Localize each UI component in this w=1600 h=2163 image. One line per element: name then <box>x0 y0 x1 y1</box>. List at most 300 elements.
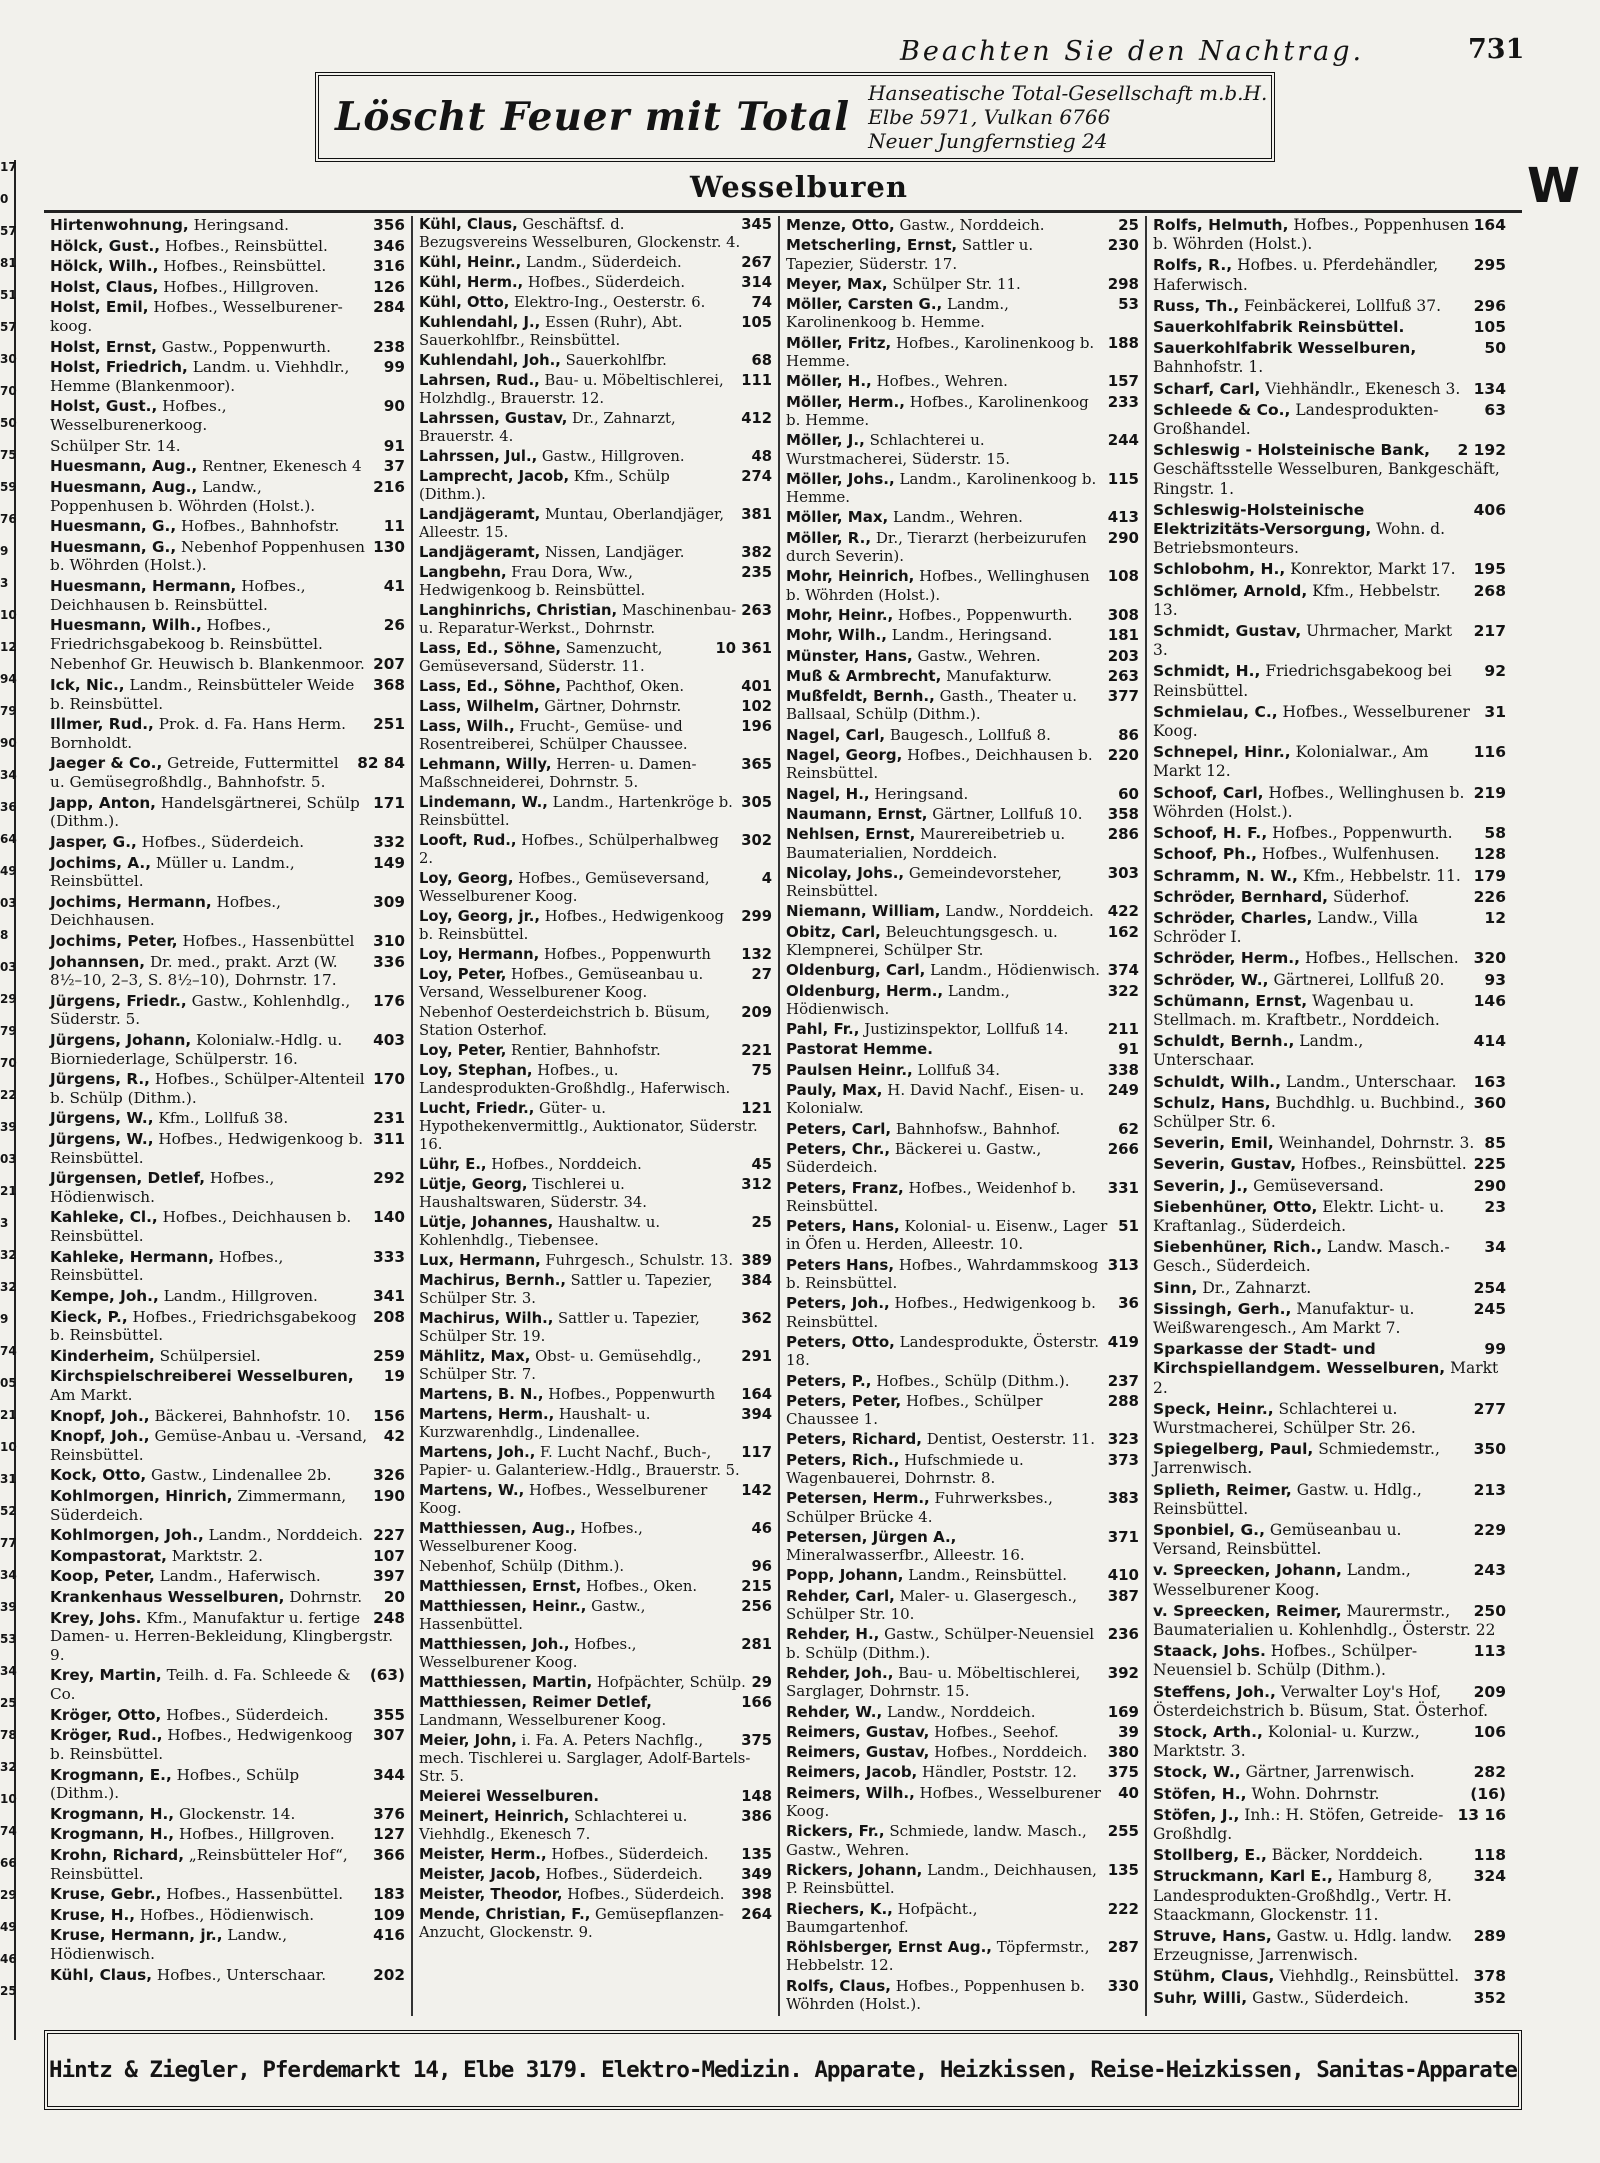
entry-details: Beleuchtungsgesch. u. Klempnerei, Schülper Str. <box>786 922 1058 959</box>
entry-details: Frucht-, Gemüse- und Rosentreiberei, Schülper Chaussee. <box>419 718 688 753</box>
entry-name: Möller, J., <box>786 431 865 450</box>
entry-details: Hofbes., Friedrichsgabekoog b. Reinsbüttel. <box>50 616 323 653</box>
phone-number: 50 <box>1484 339 1506 358</box>
phone-number: 376 <box>373 1804 405 1823</box>
margin-fragment: 49 <box>0 1920 17 1934</box>
entry-details: Landm., Hartenkröge b. Reinsbüttel. <box>419 794 733 829</box>
entry-name: Looft, Rud., <box>419 832 517 849</box>
directory-entry <box>1153 318 1506 337</box>
phone-number: 350 <box>1473 1440 1506 1459</box>
entry-details: Kfm., Lollfuß 38. <box>158 1109 289 1128</box>
entry-details: Konrektor, Markt 17. <box>1290 560 1456 579</box>
entry-name: Kohlmorgen, Joh., <box>50 1526 204 1545</box>
entry-details: Nebenhof Oesterdeichstrich b. Büsum, Station Osterhof. <box>419 1004 711 1039</box>
directory-entry <box>50 1526 405 1545</box>
phone-number: 148 <box>741 1788 772 1805</box>
entry-name: Schmidt, Gustav, <box>1153 622 1302 641</box>
entry-details: Hofbes., Hödienwisch. <box>50 1169 275 1206</box>
phone-number: 113 <box>1473 1642 1506 1661</box>
phone-number: 142 <box>741 1482 772 1499</box>
phone-number: 74 <box>751 294 772 311</box>
entry-details: Viehhändlr., Ekenesch 3. <box>1265 379 1461 398</box>
entry-details: Muntau, Oberlandjäger, Alleestr. 15. <box>419 506 725 541</box>
directory-entry <box>419 1272 772 1308</box>
phone-number: 171 <box>373 793 405 812</box>
phone-number: 392 <box>1107 1663 1139 1682</box>
entry-details: Manufaktur- u. Weißwarengesch., Am Markt 7. <box>1153 1299 1415 1337</box>
entry-name: Sissingh, Gerh., <box>1153 1299 1292 1318</box>
directory-entry <box>50 1427 405 1464</box>
directory-entry <box>786 961 1139 979</box>
directory-entry <box>1153 380 1506 399</box>
phone-number: 264 <box>741 1906 772 1923</box>
entry-name: Martens, Joh., <box>419 1444 536 1461</box>
entry-name: Lass, Wilh., <box>419 718 515 735</box>
phone-number: 314 <box>741 274 772 291</box>
phone-number: 25 <box>751 1214 772 1231</box>
directory-entry <box>50 457 405 476</box>
entry-name: Peters, Joh., <box>786 1294 890 1313</box>
entry-details: Landm., Haferwisch. <box>159 1567 321 1586</box>
phone-number: 287 <box>1107 1938 1139 1957</box>
entry-name: Nehlsen, Ernst, <box>786 825 916 844</box>
phone-number: 217 <box>1473 622 1506 641</box>
phone-number: 220 <box>1107 746 1139 765</box>
entry-name: Jürgens, W., <box>50 1109 154 1128</box>
phone-number: 406 <box>1473 500 1506 519</box>
directory-entry <box>1153 784 1506 822</box>
entry-name: Peters, Rich., <box>786 1450 900 1469</box>
entry-name: Kühl, Heinr., <box>419 254 522 271</box>
directory-entry <box>786 1140 1139 1177</box>
entry-name: Krankenhaus Wesselburen, <box>50 1588 285 1607</box>
directory-entry <box>419 908 772 944</box>
entry-name: Hölck, Wilh., <box>50 257 159 276</box>
entry-name: Severin, Gustav, <box>1153 1155 1297 1174</box>
phone-number: 344 <box>373 1765 405 1784</box>
entry-name: Menze, Otto, <box>786 216 895 234</box>
phone-number: 323 <box>1107 1430 1139 1449</box>
phone-number: 23 <box>1484 1197 1506 1216</box>
entry-name: Struckmann, Karl E., <box>1153 1867 1333 1886</box>
directory-entry <box>1153 1073 1506 1092</box>
margin-fragment: 57 <box>0 224 17 238</box>
directory-entry <box>50 1885 405 1904</box>
entry-details: Hofbes., Wellinghusen b. Wöhrden (Holst.). <box>786 567 1090 604</box>
entry-details: Hofpächt., Baumgartenhof. <box>786 1899 978 1936</box>
entry-name: Schoof, H. F., <box>1153 824 1268 843</box>
entry-name: Kirchspielschreiberei Wesselburen, <box>50 1367 354 1386</box>
entry-name: Oldenburg, Herm., <box>786 981 944 1000</box>
entry-name: Möller, Max, <box>786 508 889 527</box>
entry-name: Kompastorat, <box>50 1546 167 1565</box>
entry-details: Glockenstr. 14. <box>178 1804 296 1823</box>
top-ad-company: Hanseatische Total-Gesellschaft m.b.H. <box>868 81 1268 105</box>
entry-name: Schümann, Ernst, <box>1153 991 1308 1010</box>
phone-number: 371 <box>1107 1527 1139 1546</box>
phone-number: 41 <box>383 576 405 595</box>
entry-name: Niemann, William, <box>786 902 941 921</box>
entry-details: Landm., Karolinenkoog b. Hemme. <box>786 295 1009 332</box>
directory-entry <box>1153 441 1506 499</box>
entry-name: Möller, H., <box>786 372 872 391</box>
directory-entry <box>1153 1340 1506 1398</box>
directory-entry <box>1153 1683 1506 1721</box>
directory-entry <box>1153 867 1506 886</box>
entry-name: Schröder, Bernhard, <box>1153 887 1329 906</box>
entry-name: Rehder, W., <box>786 1702 883 1721</box>
entry-name: Meister, Jacob, <box>419 1866 541 1883</box>
margin-fragment: 10 <box>0 1440 17 1454</box>
entry-details: Hofbes., Gemüseanbau u. Versand, Wesselburener Koog. <box>419 966 704 1001</box>
margin-fragment: 49 <box>0 864 17 878</box>
entry-name: Krogmann, E., <box>50 1765 172 1784</box>
entry-details: Hofbes., Süderdeich. <box>567 1886 725 1903</box>
directory-entry <box>419 1004 772 1040</box>
page-number: 731 <box>1468 34 1525 65</box>
phone-number: 255 <box>1107 1822 1139 1841</box>
phone-number: 375 <box>741 1732 772 1749</box>
entry-name: Schuldt, Bernh., <box>1153 1032 1295 1051</box>
directory-entry <box>50 833 405 852</box>
entry-name: Lucht, Friedr., <box>419 1100 535 1117</box>
entry-name: Stühm, Claus, <box>1153 1967 1275 1986</box>
entry-name: Schleswig - Holsteinische Bank, <box>1153 441 1430 460</box>
phone-number: 386 <box>741 1808 772 1825</box>
phone-number: 37 <box>383 457 405 476</box>
directory-entry <box>1153 703 1506 741</box>
directory-entry <box>786 726 1139 744</box>
entry-name: Rolfs, Helmuth, <box>1153 216 1289 234</box>
directory-entry <box>50 655 405 674</box>
entry-details: Haushaltw. u. Kohlenhdlg., Tiebensee. <box>419 1214 661 1249</box>
entry-details: Hofbes., Poppenwurth. <box>898 605 1073 624</box>
directory-entry <box>419 352 772 370</box>
phone-number: 195 <box>1473 560 1506 579</box>
entry-name: Jürgens, R., <box>50 1070 150 1089</box>
directory-entry <box>419 314 772 350</box>
entry-details: Gasth., Theater u. Ballsaal, Schülp (Dithm.). <box>786 687 1077 724</box>
directory-entry <box>786 1664 1139 1701</box>
directory-entry <box>419 1674 772 1692</box>
entry-name: Jürgensen, Detlef, <box>50 1169 206 1188</box>
margin-fragment: 0 <box>0 192 9 206</box>
phone-number: 263 <box>1107 666 1139 685</box>
phone-number: 86 <box>1118 725 1139 744</box>
phone-number: 237 <box>1107 1371 1139 1390</box>
entry-name: Stock, Arth., <box>1153 1723 1263 1742</box>
directory-entry <box>50 1367 405 1404</box>
entry-name: Sauerkohlfabrik Wesselburen, <box>1153 339 1417 358</box>
phone-number: 380 <box>1107 1743 1139 1762</box>
entry-details: Kolonial- u. Eisenw., Lager in Öfen u. Herden, Alleestr. 10. <box>786 1217 1108 1254</box>
phone-number: 307 <box>373 1726 405 1745</box>
directory-entry <box>50 1567 405 1586</box>
entry-details: Gastw. u. Hdlg., Reinsbüttel. <box>1153 1480 1422 1518</box>
directory-entry <box>419 602 772 638</box>
margin-fragment: 90 <box>0 736 17 750</box>
entry-details: Gastw., Kohlenhdlg., Süderstr. 5. <box>50 991 351 1029</box>
phone-number: 31 <box>1484 702 1506 721</box>
entry-details: Inh.: H. Stöfen, Getreide-Großhdlg. <box>1153 1805 1444 1844</box>
entry-details: Hofpächter, Schülp. <box>596 1674 746 1691</box>
entry-name: Schröder, Herm., <box>1153 949 1300 968</box>
entry-name: Peters, Franz, <box>786 1178 904 1197</box>
entry-name: Meierei Wesselburen. <box>419 1788 600 1805</box>
entry-details: Gastw., Schülper-Neuensiel b. Schülp (Dithm.). <box>786 1625 1095 1662</box>
phone-number: 19 <box>383 1367 405 1386</box>
entry-name: Huesmann, G., <box>50 517 177 536</box>
entry-name: Peters, Carl, <box>786 1119 892 1138</box>
phone-number: 106 <box>1473 1723 1506 1742</box>
directory-entry <box>419 294 772 312</box>
entry-name: Reimers, Jacob, <box>786 1763 918 1782</box>
entry-details: Heringsand. <box>874 784 969 803</box>
phone-number: 108 <box>1107 567 1139 586</box>
entry-details: Hofbes., Poppenwurth. <box>1272 824 1453 843</box>
directory-entry <box>50 1666 405 1703</box>
entry-details: Maurereibetrieb u. Baumaterialien, Norddeich. <box>786 825 1066 862</box>
entry-name: Speck, Heinr., <box>1153 1399 1274 1418</box>
phone-number: 181 <box>1107 626 1139 645</box>
entry-details: Landm. u. Viehhdlr., Hemme (Blankenmoor). <box>50 358 350 395</box>
entry-details: Dr., Zahnarzt, Brauerstr. 4. <box>419 410 676 445</box>
entry-details: Kfm., Hebbelstr. 11. <box>1302 866 1461 885</box>
directory-entry <box>50 437 405 456</box>
entry-name: Hirtenwohnung, <box>50 216 189 234</box>
entry-name: Obitz, Carl, <box>786 922 881 941</box>
entry-details: Hofbes., Hassenbüttel <box>182 931 355 950</box>
entry-name: Jochims, Hermann, <box>50 892 212 911</box>
phone-number: 345 <box>741 216 772 233</box>
phone-number: 244 <box>1107 431 1139 450</box>
entry-name: Stöfen, J., <box>1153 1805 1240 1824</box>
phone-number: 135 <box>1107 1860 1139 1879</box>
entry-details: Dr., Tierarzt (herbeizurufen durch Severin). <box>786 528 1087 566</box>
entry-details: Friedrichsgabekoog bei Reinsbüttel. <box>1153 662 1452 700</box>
entry-details: Hofbes., Weidenhof b. Reinsbüttel. <box>786 1178 1076 1215</box>
entry-details: Elektr. Licht- u. Kraftanlag., Süderdeich. <box>1153 1197 1445 1235</box>
margin-fragment: 3 <box>0 576 9 590</box>
entry-details: Kfm., Manufaktur u. fertige Damen- u. Herren-Bekleidung, Klingbergstr. 9. <box>50 1608 394 1664</box>
directory-entry <box>786 1763 1139 1781</box>
entry-details: Schlachterei u. Wurstmacherei, Süderstr. 15. <box>786 431 1011 468</box>
phone-number: 333 <box>373 1247 405 1266</box>
entry-name: Matthiessen, Aug., <box>419 1520 576 1537</box>
entry-details: Essen (Ruhr), Abt. Sauerkohlfbr., Reinsbüttel. <box>419 314 683 349</box>
entry-name: Huesmann, Hermann, <box>50 576 237 595</box>
phone-number: 53 <box>1118 295 1139 314</box>
phone-number: 183 <box>373 1885 405 1904</box>
entry-name: Kahleke, Hermann, <box>50 1247 215 1266</box>
phone-number: 226 <box>1473 887 1506 906</box>
entry-name: Röhlsberger, Ernst Aug., <box>786 1938 993 1957</box>
entry-name: Landjägeramt, <box>419 506 541 523</box>
phone-number: 310 <box>373 931 405 950</box>
entry-details: Gemüse-Anbau u. -Versand, Reinsbüttel. <box>50 1427 368 1464</box>
directory-entry <box>419 372 772 408</box>
phone-number: 360 <box>1473 1093 1506 1112</box>
entry-name: Peters, Richard, <box>786 1430 922 1449</box>
phone-number: 105 <box>1473 318 1506 337</box>
phone-number: 382 <box>741 544 772 561</box>
entry-details: F. Lucht Nachf., Buch-, Papier- u. Galanteriew.-Hdlg., Brauerstr. 5. <box>419 1444 740 1479</box>
directory-entry <box>1153 824 1506 843</box>
entry-name: Pauly, Max, <box>786 1081 883 1100</box>
phone-number: 2 192 <box>1457 441 1506 460</box>
directory-entry <box>786 508 1139 526</box>
directory-entry <box>786 529 1139 566</box>
phone-number: 355 <box>373 1705 405 1724</box>
phone-number: 105 <box>741 314 772 331</box>
directory-entry <box>419 1176 772 1212</box>
entry-details: Rentier, Bahnhofstr. <box>511 1042 661 1059</box>
entry-name: Kuhlendahl, J., <box>419 314 541 331</box>
entry-name: Illmer, Rud., <box>50 715 154 734</box>
entry-name: Kohlmorgen, Hinrich, <box>50 1487 233 1505</box>
entry-name: Schlömer, Arnold, <box>1153 581 1308 600</box>
entry-name: Nagel, Georg, <box>786 746 903 765</box>
entry-name: Petersen, Jürgen A., <box>786 1527 957 1546</box>
phone-number: 196 <box>741 718 772 735</box>
entry-details: Hofbes., Gemüseversand, Wesselburener Koog. <box>419 870 710 905</box>
top-ad-phone: Elbe 5971, Vulkan 6766 <box>868 105 1111 129</box>
phone-number: 324 <box>1473 1867 1506 1886</box>
margin-fragment: 10 <box>0 1792 17 1806</box>
entry-details: Marktstr. 2. <box>171 1546 263 1565</box>
directory-entry <box>419 468 772 504</box>
entry-details: Hofbes., Wesselburener-koog. <box>50 298 343 336</box>
directory-entry <box>419 544 772 562</box>
entry-name: Schlobohm, H., <box>1153 560 1286 579</box>
phone-number: 45 <box>751 1156 772 1173</box>
entry-details: Hofbes., Schülper-Neuensiel b. Schülp (Dithm.). <box>1153 1642 1418 1680</box>
phone-number: 397 <box>373 1567 405 1586</box>
directory-entry <box>50 237 405 256</box>
entry-details: Geschäftsf. d. Bezugsvereins Wesselburen, Glockenstr. 4. <box>419 216 741 251</box>
phone-number: 179 <box>1473 866 1506 885</box>
directory-entry <box>419 1310 772 1346</box>
directory-entry <box>419 216 772 252</box>
entry-details: Hofbes., Wesselburener Koog. <box>786 1783 1101 1821</box>
directory-column-3 <box>778 216 1145 2016</box>
directory-entry <box>50 794 405 831</box>
entry-details: Hofbes., Süderdeich. <box>527 274 686 291</box>
entry-details: Weinhandel, Dohrnstr. 3. <box>1278 1134 1475 1153</box>
phone-number: 126 <box>373 277 405 296</box>
phone-number: 389 <box>741 1252 772 1269</box>
phone-number: 13 16 <box>1457 1805 1506 1824</box>
directory-entry <box>786 1333 1139 1370</box>
phone-number: 215 <box>741 1578 772 1595</box>
entry-details: Händler, Poststr. 12. <box>922 1763 1077 1782</box>
entry-details: Landm., Karolinenkoog b. Hemme. <box>786 469 1097 507</box>
phone-number: 42 <box>383 1427 405 1446</box>
entry-name: Japp, Anton, <box>50 793 156 812</box>
phone-number: 164 <box>741 1386 772 1403</box>
entry-name: Holst, Friedrich, <box>50 358 188 377</box>
top-ad-details <box>868 81 1267 153</box>
margin-fragment: 31 <box>0 1472 17 1486</box>
margin-fragment: 36 <box>0 800 17 814</box>
directory-entry <box>50 1248 405 1285</box>
entry-name: Rehder, Carl, <box>786 1586 895 1605</box>
entry-details: Hofbes., Wesselburener Koog. <box>1153 702 1470 741</box>
margin-fragment: 32 <box>0 1248 17 1262</box>
directory-entry <box>786 1861 1139 1898</box>
header-rule <box>44 210 1522 213</box>
entry-details: Gemüseversand. <box>1253 1176 1384 1195</box>
margin-fragment: 32 <box>0 1760 17 1774</box>
directory-entry <box>50 1287 405 1306</box>
entry-details: Schülper Str. 14. <box>50 436 181 455</box>
phone-number: 256 <box>741 1598 772 1615</box>
entry-name: Meister, Theodor, <box>419 1886 563 1903</box>
phone-number: 82 84 <box>357 754 405 773</box>
entry-name: Langbehn, <box>419 564 507 581</box>
directory-entry <box>786 393 1139 430</box>
entry-details: Hofbes., Poppenwurth <box>548 1386 716 1403</box>
entry-name: Loy, Georg, jr., <box>419 908 540 925</box>
entry-details: Hofbes., Wesselburener Koog. <box>419 1636 637 1671</box>
margin-fragment: 34 <box>0 1664 17 1678</box>
margin-fragment: 53 <box>0 1632 17 1646</box>
directory-entry <box>50 1070 405 1107</box>
phone-number: 213 <box>1473 1480 1506 1499</box>
margin-fragment: 74 <box>0 1824 17 1838</box>
entry-details: Gastw., Hassenbüttel. <box>419 1598 646 1633</box>
directory-entry <box>1153 1867 1506 1925</box>
entry-name: Holst, Gust., <box>50 397 158 416</box>
phone-number: 222 <box>1107 1899 1139 1918</box>
entry-details: Hofbes., Wesselburener Koog. <box>419 1482 708 1517</box>
entry-details: Kolonial- u. Kurzw., Marktstr. 3. <box>1153 1723 1420 1761</box>
margin-fragment: 64 <box>0 832 17 846</box>
directory-entry <box>419 274 772 292</box>
entry-details: Hofbes., Poppenhusen b. Wöhrden (Holst.). <box>786 1976 1085 2014</box>
phone-number: 216 <box>373 477 405 496</box>
entry-details: Hofbes., Süderdeich. <box>545 1866 703 1883</box>
entry-name: Kühl, Claus, <box>50 1965 153 1984</box>
directory-entry <box>50 1130 405 1167</box>
directory-entry <box>419 1214 772 1250</box>
entry-details: Manufakturw. <box>946 666 1052 685</box>
directory-entry <box>419 1520 772 1556</box>
entry-name: Nagel, H., <box>786 784 870 803</box>
entry-details: Uhrmacher, Markt 3. <box>1153 622 1453 660</box>
phone-number: 311 <box>373 1130 405 1149</box>
directory-entry <box>50 1846 405 1883</box>
phone-number: 202 <box>373 1965 405 1984</box>
entry-details: Hofbes., Karolinenkoog b. Hemme. <box>786 333 1095 371</box>
directory-entry <box>786 1625 1139 1662</box>
margin-fragment: 22 <box>0 1088 17 1102</box>
directory-entry <box>786 1977 1139 2014</box>
margin-fragment: 03 <box>0 1152 17 1166</box>
directory-entry <box>1153 662 1506 700</box>
directory-entry <box>1153 743 1506 781</box>
entry-details: Müller u. Landm., Reinsbüttel. <box>50 853 295 891</box>
directory-entry <box>50 1825 405 1844</box>
directory-entry <box>1153 501 1506 559</box>
entry-details: Töpfermstr., Hebbelstr. 12. <box>786 1938 1090 1975</box>
entry-details: Landesprodukten-Großhandel. <box>1153 400 1439 439</box>
entry-name: Möller, R., <box>786 528 872 547</box>
entry-name: Suhr, Willi, <box>1153 1988 1248 2007</box>
phone-number: 128 <box>1473 845 1506 864</box>
entry-name: Ick, Nic., <box>50 676 125 695</box>
directory-entry <box>50 216 405 235</box>
